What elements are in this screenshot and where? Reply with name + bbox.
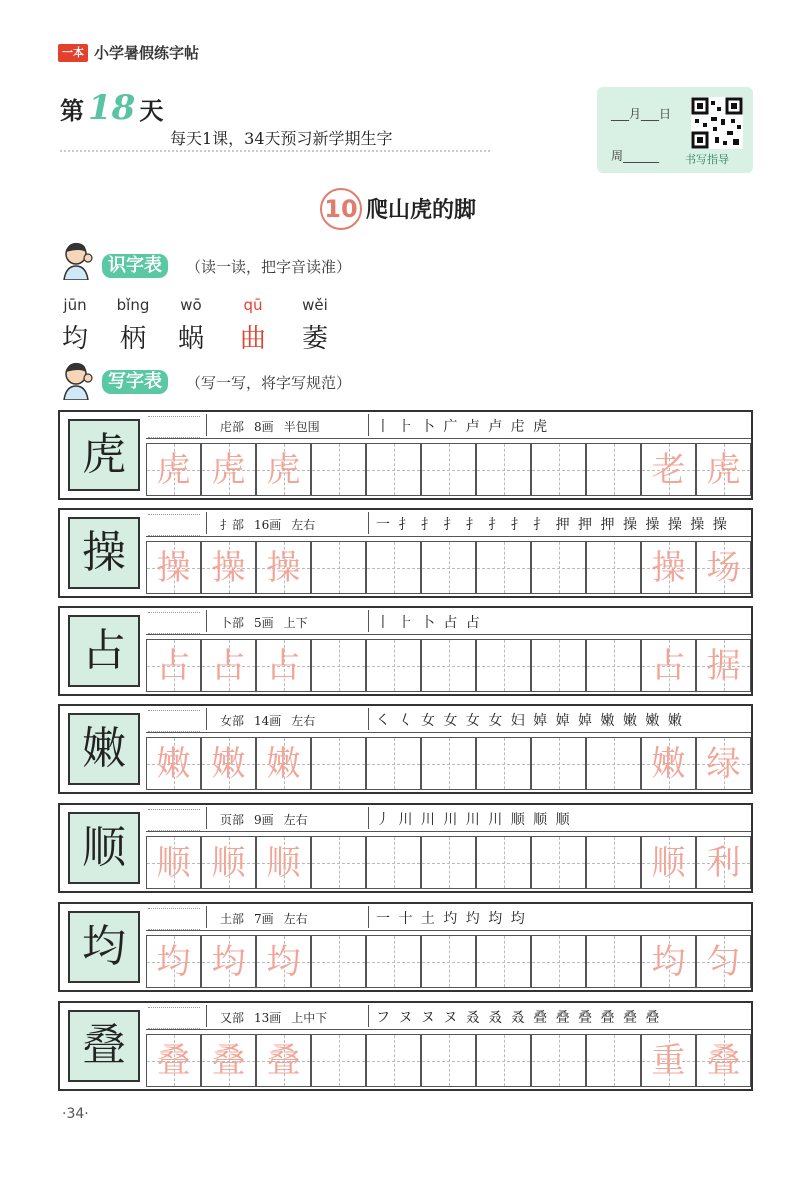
divider — [368, 1005, 369, 1027]
trace-character: 叠 — [266, 1041, 301, 1081]
character-info — [220, 811, 318, 828]
writing-cell[interactable] — [201, 836, 256, 889]
pinyin-5: wěi — [302, 296, 328, 314]
stroke-order: 丨 ⺊ 卜 广 卢 卢 虍 虎 — [376, 419, 550, 435]
divider — [206, 610, 207, 632]
writing-cell[interactable] — [366, 541, 421, 594]
writing-cell[interactable] — [476, 541, 531, 594]
info-structure: 上下 — [283, 616, 308, 630]
writing-cell[interactable] — [586, 1034, 641, 1087]
trace-character: 占 — [156, 646, 191, 686]
model-character: 操 — [68, 517, 140, 589]
week-field[interactable]: 周______ — [611, 149, 660, 163]
writing-cell[interactable] — [366, 1034, 421, 1087]
writing-cell[interactable] — [586, 541, 641, 594]
trace-character: 嫩 — [266, 744, 301, 784]
writing-cell[interactable] — [201, 541, 256, 594]
stroke-order: 一 十 土 圴 圴 均 均 — [376, 911, 527, 927]
writing-cell[interactable] — [531, 935, 586, 988]
writing-cell[interactable] — [146, 1034, 201, 1087]
recognize-char-1: 均 — [61, 324, 88, 354]
writing-cell[interactable] — [256, 1034, 311, 1087]
writing-cell[interactable] — [311, 541, 366, 594]
info-strokes-count: 5画 — [254, 616, 274, 630]
writing-cell[interactable] — [256, 443, 311, 496]
divider — [206, 708, 207, 730]
info-structure: 左右 — [291, 714, 316, 728]
practice-row — [58, 508, 753, 598]
writing-cell[interactable] — [256, 836, 311, 889]
writing-cell[interactable] — [586, 443, 641, 496]
writing-cell[interactable] — [421, 836, 476, 889]
info-strokes-count: 9画 — [254, 813, 274, 827]
model-character: 虎 — [68, 419, 140, 491]
trace-character: 占 — [266, 646, 301, 686]
practice-row — [58, 1001, 753, 1091]
word-character: 利 — [706, 843, 741, 883]
model-character: 叠 — [68, 1010, 140, 1082]
qr-caption: 书写指导 — [685, 153, 729, 166]
info-structure: 左右 — [291, 518, 316, 532]
pinyin-4: qū — [243, 296, 263, 314]
divider — [368, 610, 369, 632]
writing-cell[interactable] — [586, 935, 641, 988]
writing-cell[interactable] — [476, 836, 531, 889]
divider — [368, 414, 369, 436]
word-character: 均 — [651, 942, 686, 982]
writing-cell[interactable] — [696, 737, 751, 790]
lesson-number: 10 — [320, 188, 362, 230]
pinyin-2: bǐng — [116, 296, 150, 314]
info-radical: 页部 — [220, 813, 245, 827]
divider — [368, 906, 369, 928]
trace-character: 均 — [266, 942, 301, 982]
divider — [206, 906, 207, 928]
child-reading-icon — [58, 240, 98, 280]
trace-character: 虎 — [211, 450, 246, 490]
writing-cell[interactable] — [531, 737, 586, 790]
info-strokes-count: 16画 — [254, 518, 282, 532]
divider — [368, 807, 369, 829]
qr-code-icon[interactable] — [691, 97, 743, 149]
writing-cell[interactable] — [366, 639, 421, 692]
brand-badge: 一本 — [58, 44, 88, 62]
writing-cell[interactable] — [201, 737, 256, 790]
writing-cell[interactable] — [201, 443, 256, 496]
writing-cell[interactable] — [146, 443, 201, 496]
writing-cell[interactable] — [256, 541, 311, 594]
word-character: 占 — [651, 646, 686, 686]
writing-cell[interactable] — [476, 443, 531, 496]
info-structure: 半包围 — [283, 420, 320, 434]
trace-character: 叠 — [211, 1041, 246, 1081]
word-character: 重 — [651, 1041, 686, 1081]
writing-cell[interactable] — [641, 935, 696, 988]
writing-cell[interactable] — [641, 836, 696, 889]
daily-slogan: 每天1课，34天预习新学期生字 — [170, 129, 393, 148]
writing-cell[interactable] — [366, 737, 421, 790]
writing-cell[interactable] — [696, 935, 751, 988]
practice-row — [58, 803, 753, 893]
recognize-char-3: 蜗 — [177, 324, 204, 354]
divider — [206, 512, 207, 534]
trace-character: 顺 — [266, 843, 301, 883]
character-info — [220, 712, 325, 729]
model-character: 占 — [68, 615, 140, 687]
character-info — [220, 910, 318, 927]
writing-cell[interactable] — [421, 737, 476, 790]
divider — [368, 512, 369, 534]
writing-cell[interactable] — [531, 541, 586, 594]
date-field[interactable]: ___月___日 — [611, 107, 672, 121]
word-character: 叠 — [706, 1041, 741, 1081]
info-radical: 女部 — [220, 714, 245, 728]
divider — [206, 414, 207, 436]
writing-cell[interactable] — [146, 737, 201, 790]
info-structure: 上中下 — [291, 1011, 328, 1025]
stroke-order: 丿 川 川 川 川 川 顺 顺 顺 — [376, 812, 572, 828]
writing-cell[interactable] — [641, 541, 696, 594]
trace-character: 操 — [211, 548, 246, 588]
trace-character: 操 — [266, 548, 301, 588]
model-character: 顺 — [68, 812, 140, 884]
writing-cell[interactable] — [476, 737, 531, 790]
writing-cell[interactable] — [366, 935, 421, 988]
writing-cell[interactable] — [366, 443, 421, 496]
writing-cell[interactable] — [311, 639, 366, 692]
write-section-desc: （写一写，将字写规范） — [186, 374, 352, 392]
word-character: 嫩 — [651, 744, 686, 784]
writing-cell[interactable] — [696, 836, 751, 889]
writing-cell[interactable] — [201, 1034, 256, 1087]
divider — [206, 1005, 207, 1027]
writing-cell[interactable] — [586, 836, 641, 889]
word-character: 虎 — [706, 450, 741, 490]
trace-character: 叠 — [156, 1041, 191, 1081]
trace-character: 占 — [211, 646, 246, 686]
writing-cell[interactable] — [146, 935, 201, 988]
lesson-title: 爬山虎的脚 — [366, 198, 477, 223]
practice-row — [58, 704, 753, 794]
writing-cell[interactable] — [476, 1034, 531, 1087]
writing-cell[interactable] — [421, 1034, 476, 1087]
info-strokes-count: 14画 — [254, 714, 282, 728]
practice-row — [58, 410, 753, 500]
trace-character: 操 — [156, 548, 191, 588]
writing-cell[interactable] — [421, 443, 476, 496]
stroke-order: 丨 ⺊ 卜 占 占 — [376, 615, 482, 631]
day-suffix: 天 — [139, 96, 164, 125]
info-structure: 左右 — [283, 912, 308, 926]
recognize-char-2: 柄 — [119, 324, 146, 354]
trace-character: 顺 — [211, 843, 246, 883]
day-number: 18 — [88, 88, 136, 128]
word-character: 据 — [706, 646, 741, 686]
trace-character: 嫩 — [211, 744, 246, 784]
info-strokes-count: 7画 — [254, 912, 274, 926]
word-character: 顺 — [651, 843, 686, 883]
writing-cell[interactable] — [696, 541, 751, 594]
trace-character: 均 — [211, 942, 246, 982]
writing-cell[interactable] — [311, 737, 366, 790]
slogan-divider — [60, 150, 490, 152]
workbook-title: 小学暑假练字帖 — [94, 44, 200, 62]
writing-cell[interactable] — [311, 836, 366, 889]
model-character: 嫩 — [68, 713, 140, 785]
practice-row — [58, 902, 753, 992]
writing-cell[interactable] — [146, 541, 201, 594]
writing-cell[interactable] — [696, 639, 751, 692]
info-strokes-count: 13画 — [254, 1011, 282, 1025]
writing-cell[interactable] — [201, 935, 256, 988]
info-structure: 左右 — [283, 813, 308, 827]
writing-cell[interactable] — [531, 443, 586, 496]
recognize-section-tag: 识字表 — [102, 254, 168, 278]
writing-cell[interactable] — [421, 541, 476, 594]
recognize-char-4: 曲 — [239, 324, 266, 354]
writing-cell[interactable] — [641, 639, 696, 692]
writing-cell[interactable] — [256, 737, 311, 790]
day-prefix: 第 — [60, 96, 84, 125]
child-writing-icon — [58, 360, 98, 400]
page-number: ·34· — [62, 1106, 89, 1122]
writing-cell[interactable] — [311, 935, 366, 988]
writing-cell[interactable] — [421, 935, 476, 988]
word-character: 匀 — [706, 942, 741, 982]
writing-cell[interactable] — [256, 639, 311, 692]
info-radical: 虍部 — [220, 420, 245, 434]
trace-character: 嫩 — [156, 744, 191, 784]
word-character: 绿 — [706, 744, 741, 784]
writing-cell[interactable] — [531, 1034, 586, 1087]
writing-cell[interactable] — [641, 1034, 696, 1087]
writing-cell[interactable] — [531, 836, 586, 889]
pinyin-3: wō — [180, 296, 202, 314]
pinyin-1: jūn — [63, 296, 87, 314]
stroke-order: ㇛ 𡿨 女 女 女 女 妇 婥 婥 婥 嫩 嫩 嫩 嫩 — [376, 713, 684, 729]
stroke-order: フ ヌ ヌ ヌ 叒 叒 叒 叠 叠 叠 叠 叠 叠 — [376, 1010, 662, 1026]
day-heading — [60, 88, 163, 128]
character-info — [220, 1009, 337, 1026]
divider — [206, 807, 207, 829]
writing-cell[interactable] — [421, 639, 476, 692]
write-section-tag: 写字表 — [102, 370, 168, 394]
recognize-section-desc: （读一读，把字音读准） — [186, 258, 352, 276]
writing-cell[interactable] — [531, 639, 586, 692]
writing-cell[interactable] — [586, 737, 641, 790]
character-info — [220, 614, 318, 631]
info-radical: 卜部 — [220, 616, 245, 630]
writing-cell[interactable] — [366, 836, 421, 889]
info-radical: 又部 — [220, 1011, 245, 1025]
info-radical: 土部 — [220, 912, 245, 926]
date-card — [597, 87, 753, 173]
trace-character: 均 — [156, 942, 191, 982]
writing-cell[interactable] — [586, 639, 641, 692]
character-info — [220, 516, 325, 533]
writing-cell[interactable] — [696, 1034, 751, 1087]
writing-cell[interactable] — [201, 639, 256, 692]
writing-cell[interactable] — [476, 639, 531, 692]
model-character: 均 — [68, 911, 140, 983]
writing-cell[interactable] — [641, 443, 696, 496]
writing-cell[interactable] — [256, 935, 311, 988]
trace-character: 顺 — [156, 843, 191, 883]
writing-cell[interactable] — [696, 443, 751, 496]
stroke-order: 一 扌 扌 扌 扌 扌 扌 扌 押 押 押 操 操 操 操 操 — [376, 517, 729, 533]
writing-cell[interactable] — [311, 1034, 366, 1087]
info-radical: 扌部 — [220, 518, 245, 532]
character-info — [220, 418, 330, 435]
info-strokes-count: 8画 — [254, 420, 274, 434]
writing-cell[interactable] — [146, 639, 201, 692]
recognize-char-5: 萎 — [301, 324, 328, 354]
word-character: 场 — [706, 548, 741, 588]
trace-character: 虎 — [156, 450, 191, 490]
writing-cell[interactable] — [641, 737, 696, 790]
writing-cell[interactable] — [146, 836, 201, 889]
word-character: 操 — [651, 548, 686, 588]
divider — [368, 708, 369, 730]
writing-cell[interactable] — [311, 443, 366, 496]
word-character: 老 — [651, 450, 686, 490]
writing-cell[interactable] — [476, 935, 531, 988]
practice-row — [58, 606, 753, 696]
trace-character: 虎 — [266, 450, 301, 490]
